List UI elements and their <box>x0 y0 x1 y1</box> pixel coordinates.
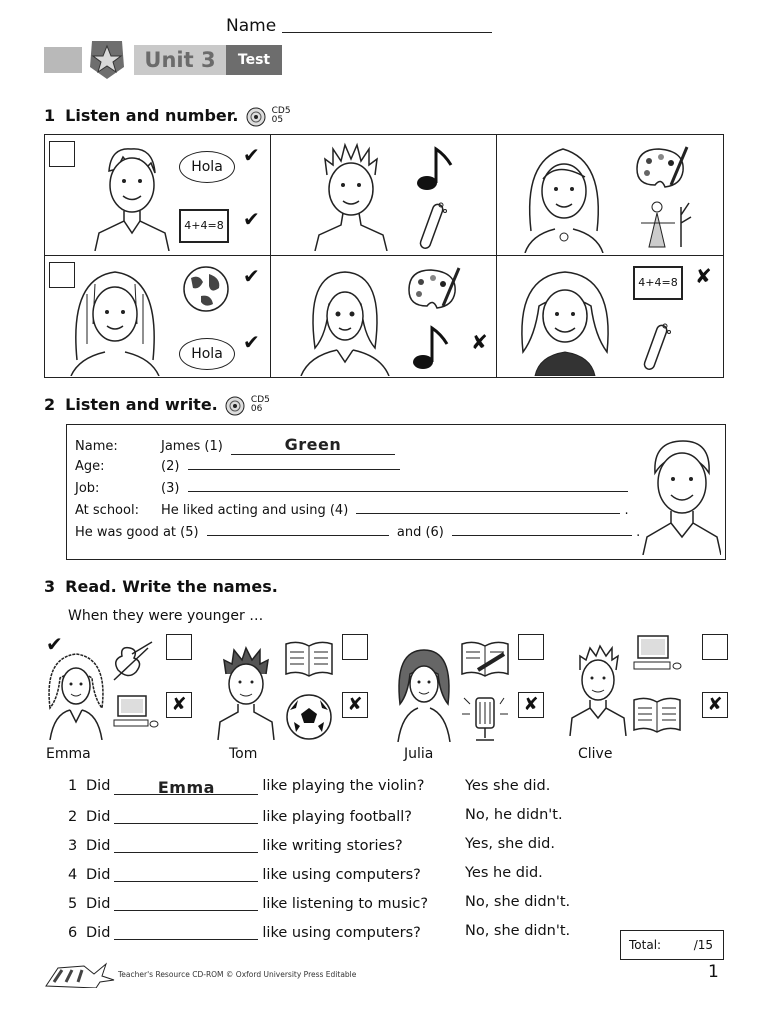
question-row <box>68 778 424 795</box>
name-answer-blank[interactable] <box>114 865 258 882</box>
footer-text: Teacher's Resource CD-ROM © Oxford University Press Editable <box>118 970 357 979</box>
book-pen-icon <box>458 638 512 680</box>
cd-icon: CD5 06 <box>225 396 270 420</box>
cross-mark: ✘ <box>695 264 712 288</box>
section3-intro: When they were younger … <box>68 608 264 624</box>
tick-mark: ✔ <box>243 143 260 167</box>
question-text: like writing stories? <box>262 838 403 854</box>
answer-blank-5[interactable] <box>207 523 389 536</box>
check-box[interactable] <box>702 634 728 660</box>
form-row-school: At school: He liked acting and using (4) . <box>75 503 629 518</box>
question-text: like using computers? <box>262 867 421 883</box>
book-icon <box>282 638 336 680</box>
listen-number-grid <box>44 134 724 378</box>
question-row <box>68 836 403 854</box>
test-tube-icon <box>637 320 673 374</box>
question-did: Did <box>86 809 111 825</box>
paint-palette-icon <box>631 145 689 191</box>
check-box[interactable] <box>342 634 368 660</box>
question-did: Did <box>86 778 111 794</box>
form-row-good-at: He was good at (5) and (6) . <box>75 525 641 540</box>
cross-box[interactable]: ✘ <box>166 692 192 718</box>
question-number: 1 <box>68 778 78 794</box>
form-row-age: Age: (2) <box>75 457 400 474</box>
question-text: like playing football? <box>262 809 412 825</box>
kid-name-clive: Clive <box>578 746 613 762</box>
question-reply: Yes, she did. <box>465 836 555 852</box>
answer-blank-4[interactable] <box>356 501 620 514</box>
section1-title: 1 Listen and number. CD5 05 <box>44 106 291 131</box>
name-field-row <box>226 16 492 36</box>
grid-cell-2 <box>271 135 497 256</box>
emma-curly-hair-icon <box>44 648 108 740</box>
question-row <box>68 865 421 883</box>
number-box[interactable] <box>49 141 75 167</box>
question-text: like playing the violin? <box>262 778 425 794</box>
form-row-job: Job: (3) <box>75 479 628 496</box>
answer-blank-3[interactable] <box>188 479 628 492</box>
question-did: Did <box>86 925 111 941</box>
football-icon <box>284 692 334 742</box>
question-reply: No, she didn't. <box>465 894 571 910</box>
julia-bob-hair-icon <box>392 644 456 742</box>
girl-wavy-hair-icon <box>515 266 615 376</box>
test-badge: Test <box>226 45 282 75</box>
james-portrait-icon <box>641 433 721 555</box>
answer-blank-1[interactable]: Green <box>231 435 395 455</box>
check-box[interactable] <box>166 634 192 660</box>
name-answer-blank[interactable]: Emma <box>114 778 258 795</box>
question-reply: No, she didn't. <box>465 923 571 939</box>
book-icon <box>630 694 684 736</box>
globe-icon <box>181 264 231 314</box>
clive-spiky-hair-icon <box>568 640 628 736</box>
test-tube-icon <box>413 199 449 253</box>
question-did: Did <box>86 896 111 912</box>
question-row <box>68 807 412 825</box>
hola-bubble: Hola <box>179 338 235 370</box>
page-number: 1 <box>708 962 719 982</box>
boy-face-icon <box>91 141 171 251</box>
question-row <box>68 894 428 912</box>
question-row <box>68 923 421 941</box>
cd-icon: CD5 05 <box>246 107 291 131</box>
tick-mark: ✔ <box>243 330 260 354</box>
question-reply: Yes he did. <box>465 865 543 881</box>
question-text: like listening to music? <box>262 896 429 912</box>
violin-icon <box>108 640 156 684</box>
total-box <box>620 930 724 960</box>
name-label: Name <box>226 16 277 36</box>
tick-mark: ✔ <box>46 632 63 656</box>
girl-long-hair-icon <box>517 141 611 253</box>
question-number: 5 <box>68 896 78 912</box>
header-bar <box>44 47 82 73</box>
listen-write-form <box>66 424 726 560</box>
question-did: Did <box>86 838 111 854</box>
section3-title: 3 Read. Write the names. <box>44 577 278 596</box>
question-reply: Yes she did. <box>465 778 551 794</box>
cross-box[interactable]: ✘ <box>518 692 544 718</box>
star-badge-icon <box>86 37 128 81</box>
tick-mark: ✔ <box>243 207 260 231</box>
total-label: Total: <box>629 938 662 952</box>
series-logo-icon <box>44 960 116 988</box>
microphone-icon <box>460 690 510 744</box>
cross-box[interactable]: ✘ <box>702 692 728 718</box>
question-number: 6 <box>68 925 78 941</box>
cross-mark: ✘ <box>471 330 488 354</box>
question-number: 3 <box>68 838 78 854</box>
name-blank[interactable] <box>282 16 492 33</box>
unit-title: Unit 3 <box>134 45 226 75</box>
grid-cell-1 <box>45 135 271 256</box>
hola-bubble: Hola <box>179 151 235 183</box>
computer-icon <box>112 694 160 730</box>
maths-board: 4+4=8 <box>633 266 683 300</box>
grid-cell-5 <box>271 256 497 377</box>
form-row-name: Name: James (1) Green <box>75 435 395 455</box>
check-box[interactable] <box>518 634 544 660</box>
music-note-icon <box>415 145 455 191</box>
question-number: 4 <box>68 867 78 883</box>
tick-mark: ✔ <box>243 264 260 288</box>
section2-title: 2 Listen and write. CD5 06 <box>44 395 270 420</box>
question-number: 2 <box>68 809 78 825</box>
kid-name-julia: Julia <box>404 746 434 762</box>
girl-straight-hair-icon <box>65 264 165 376</box>
boy-spiky-hair-icon <box>311 141 391 251</box>
grid-cell-6 <box>497 256 723 377</box>
name-answer-blank[interactable] <box>114 923 258 940</box>
maths-board: 4+4=8 <box>179 209 229 243</box>
total-score: /15 <box>693 938 713 952</box>
name-answer-blank[interactable] <box>114 807 258 824</box>
question-reply: No, he didn't. <box>465 807 563 823</box>
question-text: like using computers? <box>262 925 421 941</box>
computer-icon <box>632 634 684 674</box>
answer-blank-2[interactable] <box>188 457 400 470</box>
drama-scene-icon <box>635 197 695 251</box>
grid-cell-4 <box>45 256 271 377</box>
answer-blank-6[interactable] <box>452 523 632 536</box>
kid-name-tom: Tom <box>229 746 258 762</box>
question-did: Did <box>86 867 111 883</box>
name-answer-blank[interactable] <box>114 894 258 911</box>
name-answer-blank[interactable] <box>114 836 258 853</box>
cross-box[interactable]: ✘ <box>342 692 368 718</box>
grid-cell-3 <box>497 135 723 256</box>
girl-bob-hair-icon <box>297 264 393 376</box>
kid-name-emma: Emma <box>46 746 91 762</box>
tom-spiky-hair-icon <box>214 644 278 740</box>
music-note-icon <box>411 324 451 370</box>
paint-palette-icon <box>403 266 461 312</box>
